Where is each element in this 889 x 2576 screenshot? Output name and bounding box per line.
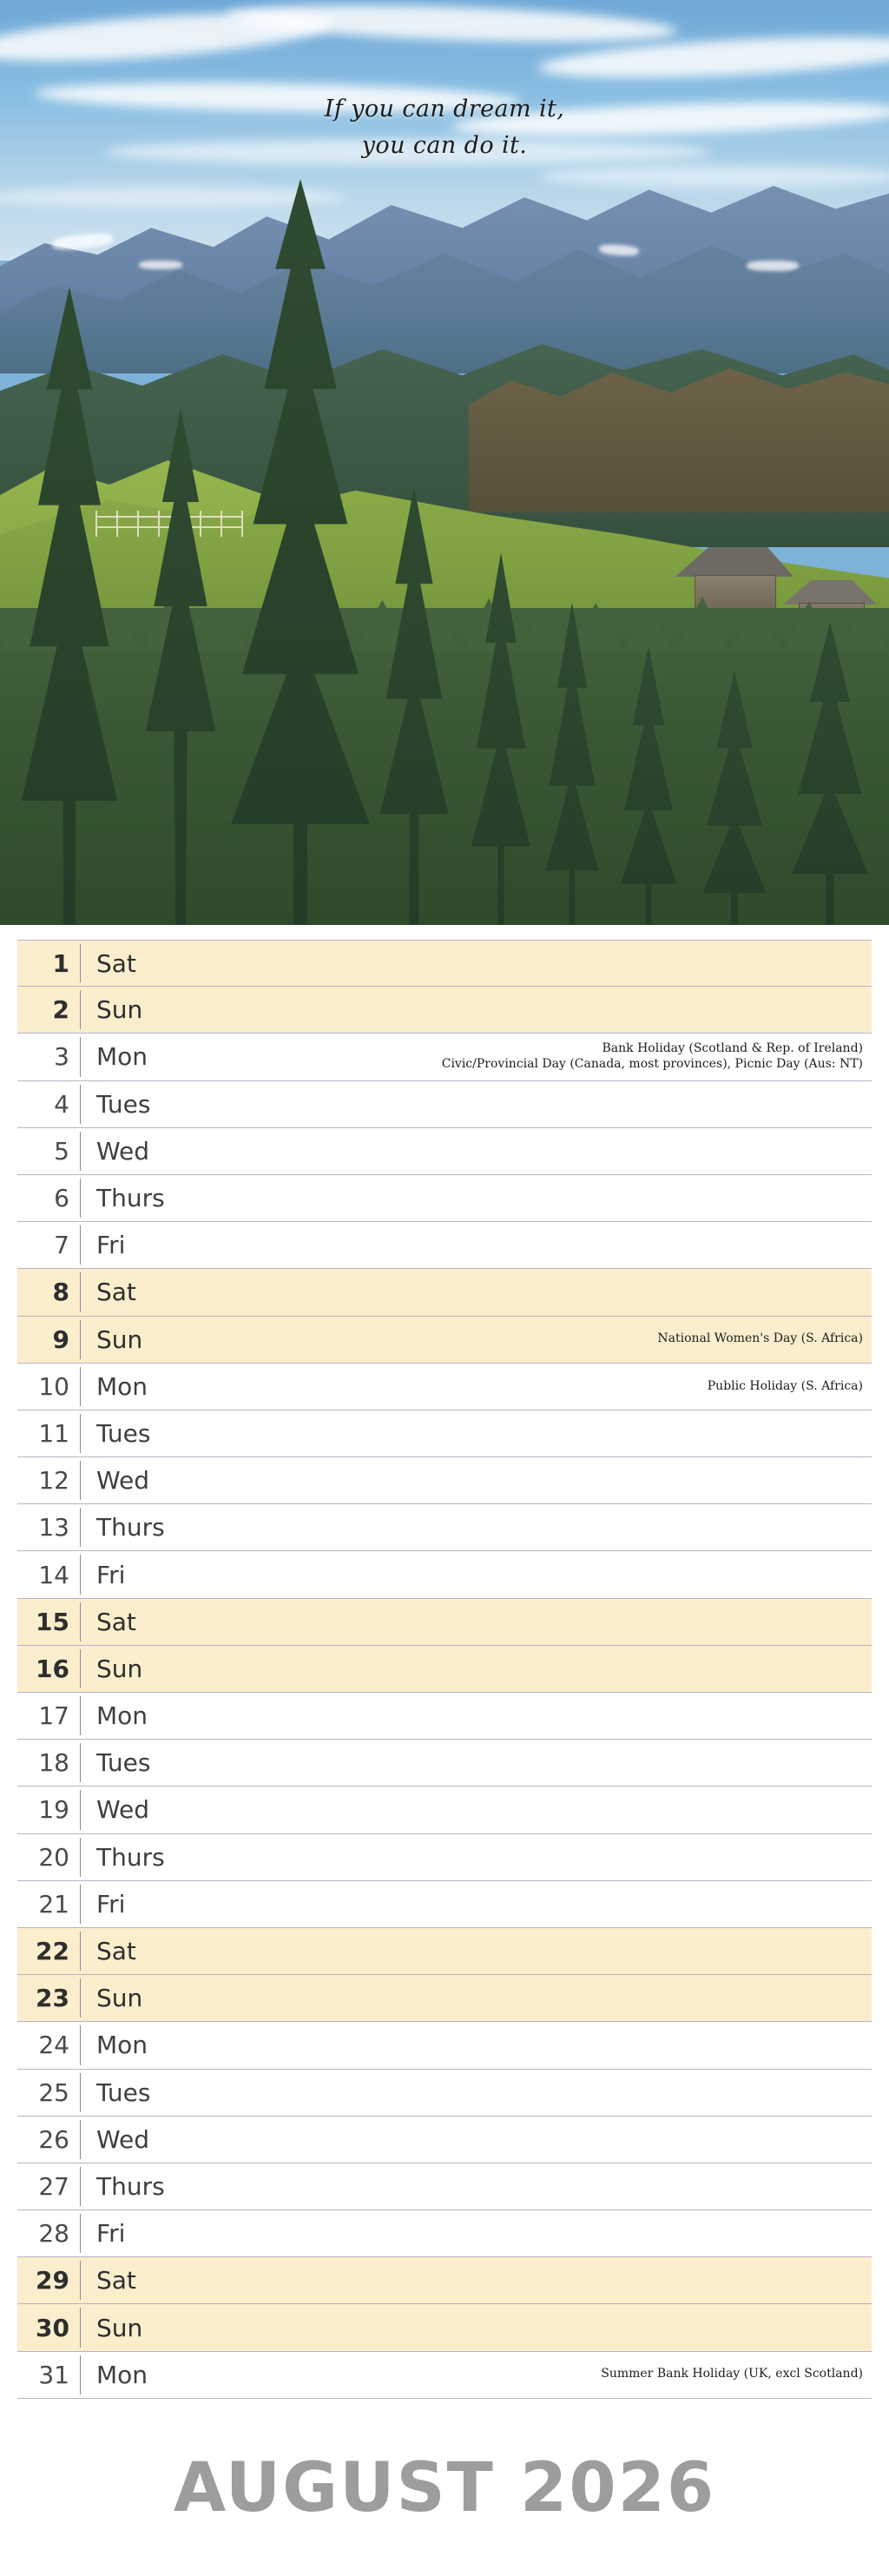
table-row[interactable]	[17, 940, 872, 987]
snow-patch	[747, 261, 799, 271]
wooden-hut	[682, 547, 787, 615]
day-number: 11	[38, 1418, 69, 1448]
day-number: 26	[38, 2124, 69, 2154]
quote-line-1: If you can dream it,	[324, 96, 565, 122]
weekday-label: Sun	[96, 2313, 143, 2342]
table-row[interactable]	[17, 1269, 872, 1316]
table-row[interactable]	[17, 987, 872, 1034]
holiday-notes	[237, 2210, 872, 2256]
holiday-notes	[237, 1364, 872, 1410]
weekday-label: Fri	[96, 2219, 126, 2249]
holiday-notes	[237, 1175, 872, 1221]
day-number: 9	[52, 1324, 69, 1354]
holiday-note: Summer Bank Holiday (UK, excl Scotland)	[601, 2367, 863, 2381]
table-row[interactable]	[17, 2022, 872, 2069]
day-number: 4	[54, 1089, 69, 1119]
table-row[interactable]	[17, 1787, 872, 1833]
weekday-label: Wed	[96, 1466, 150, 1496]
holiday-notes	[237, 2304, 872, 2350]
holiday-notes	[237, 2022, 872, 2068]
table-row[interactable]	[17, 1928, 872, 1975]
holiday-notes	[237, 1410, 872, 1456]
weekday-label: Sat	[96, 948, 136, 978]
day-number: 15	[36, 1607, 69, 1636]
table-row[interactable]	[17, 2210, 872, 2257]
holiday-notes	[237, 1457, 872, 1503]
table-row[interactable]	[17, 1128, 872, 1175]
day-number: 29	[36, 2266, 69, 2295]
holiday-notes	[237, 1081, 872, 1127]
header-photo	[0, 0, 889, 925]
weekday-label: Wed	[96, 2124, 150, 2154]
day-number: 27	[38, 2171, 69, 2201]
table-row[interactable]	[17, 1646, 872, 1693]
table-row[interactable]	[17, 2304, 872, 2351]
holiday-note: National Women's Day (S. Africa)	[657, 1331, 863, 1346]
table-row[interactable]	[17, 2257, 872, 2304]
calendar-footer	[0, 2449, 889, 2527]
day-number: 23	[36, 1984, 69, 2013]
weekday-label: Fri	[96, 1889, 126, 1919]
holiday-notes	[237, 1599, 872, 1645]
holiday-notes	[237, 2070, 872, 2116]
day-number: 21	[38, 1889, 69, 1919]
table-row[interactable]	[17, 2070, 872, 2117]
table-row[interactable]	[17, 1975, 872, 2022]
holiday-notes	[237, 1222, 872, 1268]
day-number: 13	[38, 1513, 69, 1542]
table-row[interactable]	[17, 1834, 872, 1881]
holiday-notes	[237, 1551, 872, 1597]
holiday-notes	[237, 1646, 872, 1692]
holiday-notes	[237, 2163, 872, 2209]
day-number: 18	[38, 1748, 69, 1778]
inspirational-quote	[0, 91, 889, 164]
table-row[interactable]	[17, 1175, 872, 1222]
holiday-notes	[237, 1128, 872, 1174]
weekday-label: Sat	[96, 1278, 136, 1307]
day-number: 8	[52, 1278, 69, 1307]
table-row[interactable]	[17, 2163, 872, 2210]
table-row[interactable]	[17, 1599, 872, 1646]
weekday-label: Sun	[96, 1324, 143, 1354]
weekday-label: Fri	[96, 1560, 126, 1589]
holiday-notes	[237, 1787, 872, 1833]
day-number: 2	[52, 995, 69, 1025]
day-number: 17	[38, 1701, 69, 1731]
day-number: 22	[36, 1937, 69, 1966]
table-row[interactable]	[17, 2117, 872, 2163]
weekday-label: Thurs	[96, 2171, 165, 2201]
holiday-notes	[237, 2117, 872, 2163]
day-number: 7	[54, 1231, 69, 1260]
weekday-label: Tues	[96, 1089, 151, 1119]
holiday-notes	[237, 1881, 872, 1927]
weekday-label: Tues	[96, 1748, 151, 1778]
table-row[interactable]	[17, 1693, 872, 1740]
table-row[interactable]	[17, 1364, 872, 1410]
weekday-label: Mon	[96, 2031, 148, 2060]
table-row[interactable]	[17, 1740, 872, 1787]
weekday-label: Thurs	[96, 1184, 165, 1213]
day-number: 28	[38, 2219, 69, 2249]
holiday-notes	[237, 1504, 872, 1550]
day-number: 20	[38, 1842, 69, 1872]
holiday-note: Civic/Provincial Day (Canada, most provinces), Picnic Day (Aus: NT)	[441, 1056, 863, 1071]
holiday-notes	[237, 1034, 872, 1080]
weekday-label: Sat	[96, 2266, 136, 2295]
holiday-notes	[237, 1975, 872, 2021]
holiday-notes	[237, 2257, 872, 2303]
weekday-label: Sun	[96, 1654, 143, 1683]
month-title: AUGUST 2026	[173, 2449, 716, 2527]
table-row[interactable]	[17, 1317, 872, 1364]
holiday-notes	[237, 987, 872, 1033]
day-number: 31	[38, 2360, 69, 2389]
day-number: 25	[38, 2077, 69, 2107]
day-number: 3	[54, 1042, 69, 1072]
weekday-label: Mon	[96, 1042, 148, 1072]
calendar-day-list	[17, 940, 872, 2399]
weekday-label: Wed	[96, 1136, 150, 1166]
weekday-label: Tues	[96, 2077, 151, 2107]
table-row[interactable]	[17, 1551, 872, 1598]
day-number: 16	[36, 1654, 69, 1683]
holiday-note: Public Holiday (S. Africa)	[707, 1378, 863, 1393]
weekday-label: Mon	[96, 2360, 148, 2389]
day-number: 5	[54, 1136, 69, 1166]
quote-line-2: you can do it.	[361, 131, 528, 159]
weekday-label: Sat	[96, 1607, 136, 1636]
day-number: 14	[38, 1560, 69, 1589]
table-row[interactable]	[17, 1410, 872, 1457]
weekday-label: Sun	[96, 995, 143, 1025]
day-number: 30	[36, 2313, 69, 2342]
holiday-notes	[237, 1834, 872, 1880]
weekday-label: Sat	[96, 1937, 136, 1966]
weekday-label: Mon	[96, 1371, 148, 1401]
day-number: 10	[38, 1371, 69, 1401]
weekday-label: Thurs	[96, 1513, 165, 1542]
table-row[interactable]	[17, 1881, 872, 1928]
weekday-label: Tues	[96, 1418, 151, 1448]
holiday-notes	[237, 1740, 872, 1786]
holiday-note: Bank Holiday (Scotland & Rep. of Ireland)	[602, 1041, 863, 1056]
day-number: 1	[52, 948, 69, 978]
table-row[interactable]	[17, 2352, 872, 2399]
holiday-notes	[237, 1693, 872, 1739]
cloud	[538, 165, 889, 188]
day-number: 12	[38, 1466, 69, 1496]
holiday-notes	[237, 1928, 872, 1974]
table-row[interactable]	[17, 1504, 872, 1551]
holiday-notes	[237, 2352, 872, 2398]
holiday-notes	[237, 941, 872, 986]
day-number: 19	[38, 1795, 69, 1825]
weekday-label: Wed	[96, 1795, 150, 1825]
weekday-label: Mon	[96, 1701, 148, 1731]
holiday-notes	[237, 1269, 872, 1315]
table-row[interactable]	[17, 1457, 872, 1504]
table-row[interactable]	[17, 1034, 872, 1080]
weekday-label: Sun	[96, 1984, 143, 2013]
table-row[interactable]	[17, 1081, 872, 1128]
weekday-label: Fri	[96, 1231, 126, 1260]
day-number: 6	[54, 1184, 69, 1213]
weekday-label: Thurs	[96, 1842, 165, 1872]
holiday-notes	[237, 1317, 872, 1363]
table-row[interactable]	[17, 1222, 872, 1269]
day-number: 24	[38, 2031, 69, 2060]
snow-patch	[139, 261, 182, 269]
